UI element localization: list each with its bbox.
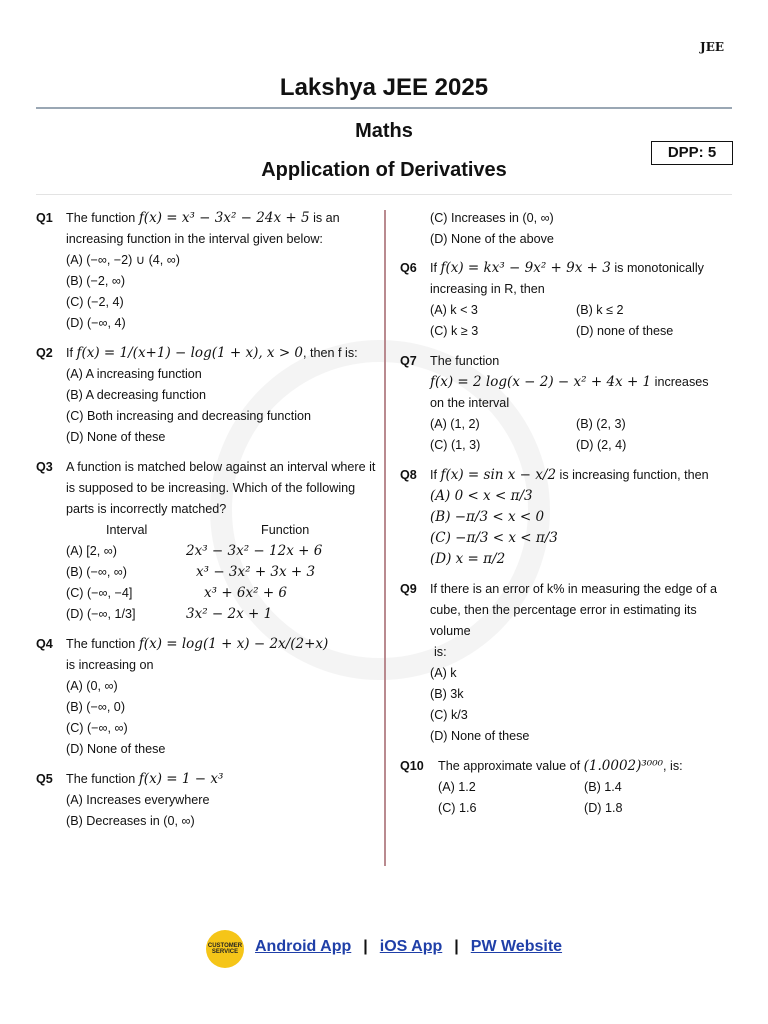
- question-5: [36, 769, 374, 832]
- question-5-continued: [400, 208, 740, 250]
- interval-cell: (D) (−∞, 1/3]: [66, 607, 136, 621]
- option-c: (C) k/3: [430, 708, 468, 722]
- question-text: on the interval: [430, 396, 510, 410]
- option-b: (B) 1.4: [584, 780, 622, 794]
- question-text: If: [430, 261, 437, 275]
- option-b: (B) (−∞, 0): [66, 700, 126, 714]
- interval-cell: (A) [2, ∞): [66, 544, 117, 558]
- option-d: (D) None of these: [66, 430, 166, 444]
- option-d: (D) None of these: [66, 742, 166, 756]
- option-c: (C) −π/3 < x < π/3: [430, 530, 558, 546]
- question-7: [400, 351, 740, 456]
- question-3: [36, 457, 374, 625]
- math-expression: f(x) = 2 log(x − 2) − x² + 4x + 1: [430, 374, 652, 390]
- column-divider: [384, 210, 386, 866]
- question-text: is increasing function, then: [559, 468, 709, 482]
- option-b: (B) 3k: [430, 687, 464, 701]
- question-text: A function is matched below against an interval where it is supposed to be increasing. Which of the following parts is incorrectly matched?: [66, 460, 376, 516]
- question-text: is monotonically increasing in R, then: [430, 261, 704, 296]
- option-a: (A) (1, 2): [430, 417, 480, 431]
- option-a: (A) Increases everywhere: [66, 793, 210, 807]
- question-number: Q1: [36, 211, 53, 225]
- question-text: The function: [66, 637, 136, 651]
- question-2: [36, 343, 374, 448]
- column-header-interval: Interval: [106, 523, 148, 537]
- option-a: (A) A increasing function: [66, 367, 202, 381]
- subject-heading: Maths: [355, 120, 413, 142]
- interval-cell: (C) (−∞, −4]: [66, 586, 133, 600]
- option-d: (D) None of the above: [430, 232, 554, 246]
- option-a: (A) 1.2: [438, 780, 476, 794]
- option-b: (B) −π/3 < x < 0: [430, 509, 545, 525]
- question-text: , is:: [663, 759, 683, 773]
- question-text: is:: [434, 645, 447, 659]
- question-text: is increasing on: [66, 658, 154, 672]
- option-c: (C) Increases in (0, ∞): [430, 211, 554, 225]
- footer-links: [255, 938, 562, 956]
- option-c: (C) (−∞, ∞): [66, 721, 128, 735]
- question-6: [400, 258, 740, 342]
- option-d: (D) x = π/2: [430, 551, 506, 567]
- function-cell: x³ + 6x² + 6: [204, 585, 288, 601]
- android-app-link[interactable]: Android App: [255, 938, 352, 955]
- question-text: The function: [66, 211, 136, 225]
- question-number: Q7: [400, 354, 417, 368]
- question-number: Q3: [36, 460, 53, 474]
- question-number: Q8: [400, 468, 417, 482]
- function-cell: 3x² − 2x + 1: [186, 606, 273, 622]
- option-d: (D) (−∞, 4): [66, 316, 126, 330]
- pw-website-link[interactable]: PW Website: [470, 938, 563, 955]
- function-cell: 2x³ − 3x² − 12x + 6: [186, 543, 323, 559]
- function-cell: x³ − 3x² + 3x + 3: [196, 564, 316, 580]
- question-4: [36, 634, 374, 760]
- option-a: (A) k: [430, 666, 457, 680]
- question-text: If there is an error of k% in measuring the edge of a cube, then the percentage error in estimating its volume: [430, 582, 718, 638]
- math-expression: (1.0002)³⁰⁰⁰: [583, 758, 664, 774]
- option-c: (C) (−2, 4): [66, 295, 124, 309]
- question-number: Q5: [36, 772, 53, 786]
- math-expression: f(x) = x³ − 3x² − 24x + 5: [138, 210, 310, 226]
- math-expression: f(x) = 1/(x+1) − log(1 + x), x > 0: [76, 345, 304, 361]
- left-column: [36, 208, 374, 841]
- customer-service-icon[interactable]: [206, 930, 244, 968]
- option-a: (A) k < 3: [430, 303, 478, 317]
- option-d: (D) None of these: [430, 729, 530, 743]
- ios-app-link[interactable]: iOS App: [379, 938, 443, 955]
- page-title: Lakshya JEE 2025: [279, 74, 489, 101]
- separator: |: [454, 938, 459, 955]
- question-number: Q6: [400, 261, 417, 275]
- math-expression: f(x) = log(1 + x) − 2x/(2+x): [138, 636, 329, 652]
- question-8: [400, 465, 740, 570]
- option-b: (B) (−2, ∞): [66, 274, 126, 288]
- interval-cell: (B) (−∞, ∞): [66, 565, 127, 579]
- option-b: (B) A decreasing function: [66, 388, 207, 402]
- option-c: (C) k ≥ 3: [430, 324, 479, 338]
- logo-text: CUSTOMER SERVICE: [207, 943, 243, 955]
- option-a: (A) 0 < x < π/3: [430, 488, 533, 504]
- math-expression: f(x) = sin x − x/2: [440, 467, 557, 483]
- option-c: (C) Both increasing and decreasing function: [66, 409, 312, 423]
- exam-tag: JEE: [700, 40, 724, 54]
- separator: |: [363, 938, 368, 955]
- option-b: (B) k ≤ 2: [576, 303, 624, 317]
- question-10: [400, 756, 740, 819]
- question-text: The function: [66, 772, 136, 786]
- title-rule: [36, 107, 732, 109]
- question-number: Q9: [400, 582, 417, 596]
- question-text: If: [430, 468, 437, 482]
- option-a: (A) (−∞, −2) ∪ (4, ∞): [66, 253, 180, 267]
- option-d: (D) none of these: [576, 324, 674, 338]
- footer: [0, 930, 768, 970]
- chapter-heading: Application of Derivatives: [261, 159, 507, 181]
- option-a: (A) (0, ∞): [66, 679, 118, 693]
- option-c: (C) (1, 3): [430, 438, 481, 452]
- question-9: [400, 579, 740, 747]
- option-b: (B) (2, 3): [576, 417, 626, 431]
- question-text: The approximate value of: [438, 759, 581, 773]
- option-d: (D) (2, 4): [576, 438, 627, 452]
- question-number: Q10: [400, 759, 424, 773]
- question-text: The function: [430, 354, 500, 368]
- dpp-badge: DPP: 5: [651, 141, 733, 165]
- question-text: increases: [654, 375, 709, 389]
- option-b: (B) Decreases in (0, ∞): [66, 814, 195, 828]
- question-number: Q2: [36, 346, 53, 360]
- right-column: [400, 208, 740, 828]
- question-text: is an increasing function in the interval given below:: [66, 211, 340, 246]
- math-expression: f(x) = kx³ − 9x² + 9x + 3: [440, 260, 611, 276]
- math-expression: f(x) = 1 − x³: [138, 771, 224, 787]
- column-header-function: Function: [261, 523, 310, 537]
- question-text: If: [66, 346, 73, 360]
- match-table: [66, 520, 376, 625]
- header-divider: [36, 194, 732, 195]
- question-text: , then f is:: [303, 346, 358, 360]
- option-c: (C) 1.6: [438, 801, 477, 815]
- question-number: Q4: [36, 637, 53, 651]
- option-d: (D) 1.8: [584, 801, 623, 815]
- question-1: [36, 208, 374, 334]
